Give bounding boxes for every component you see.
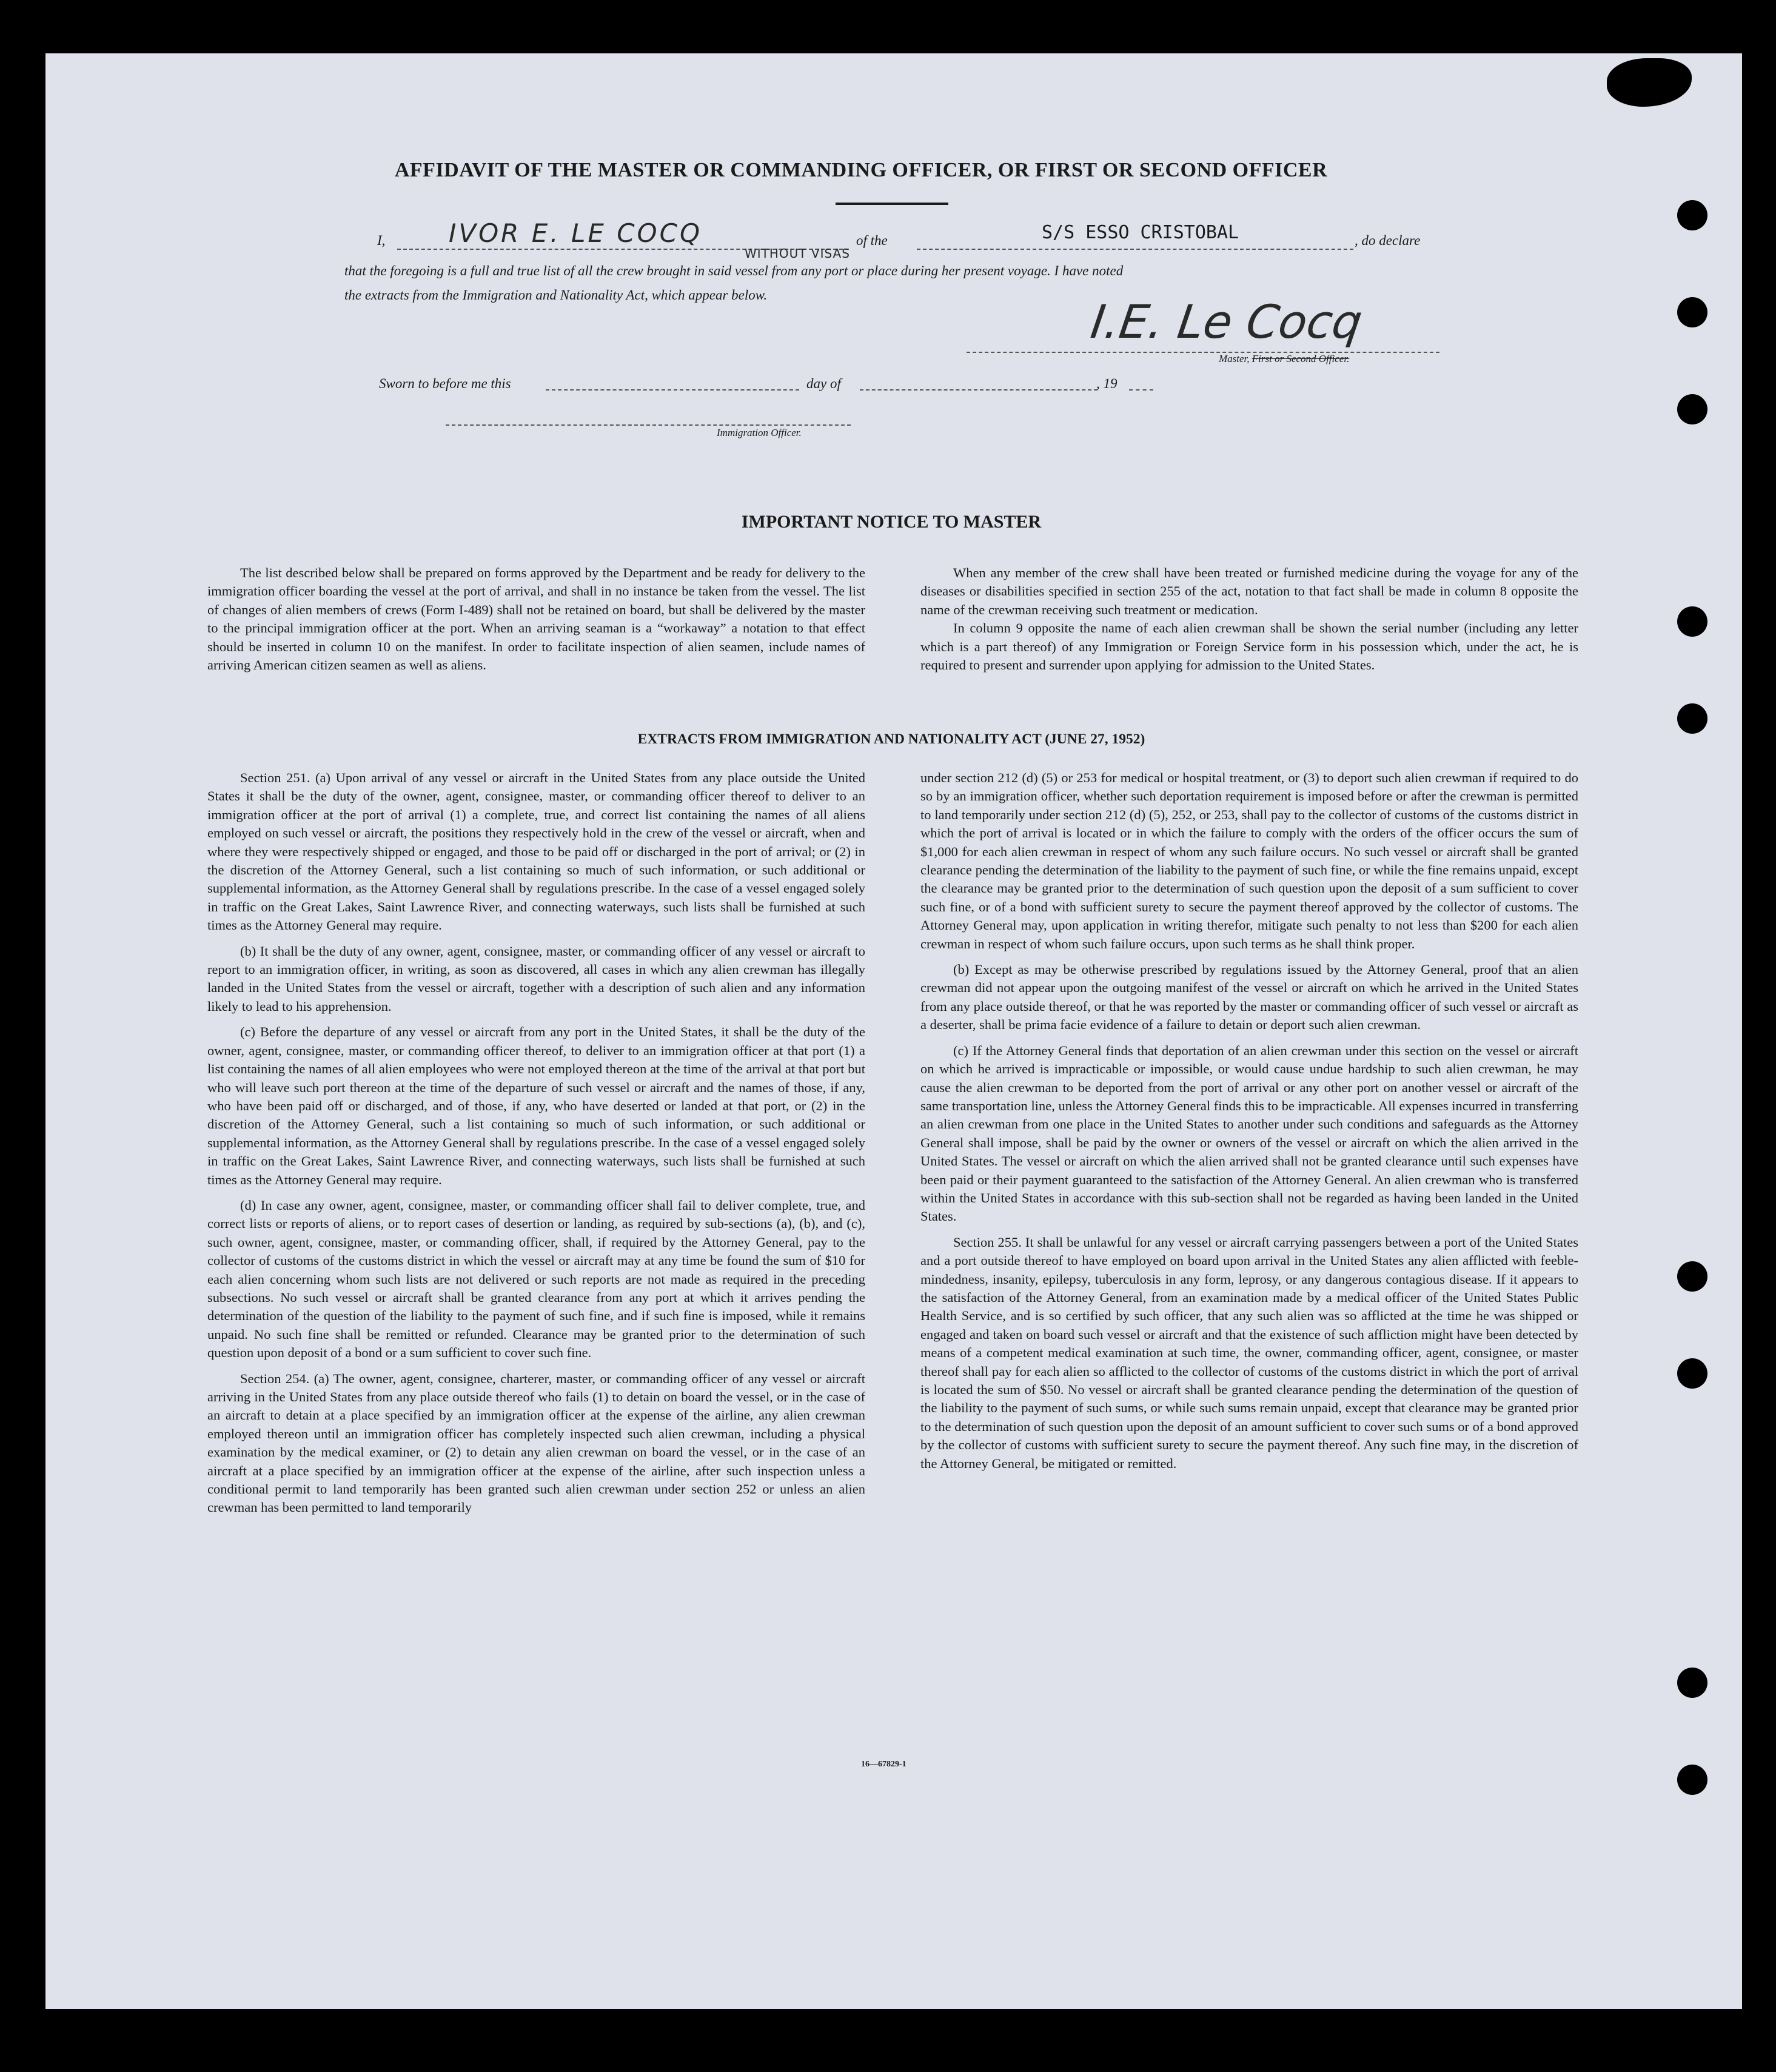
struck-officer-caption: First or Second Officer. <box>1252 353 1350 364</box>
extract-paragraph: (c) Before the departure of any vessel or aircraft from any port in the United States, it shall be the duty of the owner, agent, consignee, master, or commanding officer thereof, to deliver to an immigration officer at that port (1) a list containing the names of all alien employees who were not employed thereon at the time of the arrival at that port but who will leave such port thereon at the time of the departure of such vessel or aircraft and the names of those, if any, who have been paid off or discharged, and of those, if any, who have deserted or landed at that port, or (2) in the discretion of the Attorney General, such a list containing so much of such information, or such additional or supplemental information, as the Attorney General shall by regulations prescribe. In the case of a vessel engaged solely in traffic on the Great Lakes, Saint Lawrence River, and connecting waterways, such lists shall be furnished at such times as the Attorney General may require. <box>207 1024 865 1187</box>
extract-paragraph: under section 212 (d) (5) or 253 for medical or hospital treatment, or (3) to deport such alien crewman if required to do so by an immigration officer, whether such deportation requirement is imposed before or after the crewman is permitted to land temporarily under section 212 (d) (5), 252, or 253, shall pay to the collector of customs of the customs district in which the port of arrival is located or in which the failure to comply with the orders of the officer occurs the sum of $1,000 for each alien crewman in respect of whom any such failure occurs. No such vessel or aircraft shall be granted clearance pending the determination of the liability to the payment of such fine, or while the fine remains unpaid, except the clearance may be granted prior to the determination of such question upon the deposit of a sum sufficient to cover such fine, or of a bond with sufficient surety to secure the payment thereof approved by the collector of customs. The Attorney General may, upon application in writing therefor, mitigate such penalty to not less than $200 for each alien crewman in respect of whom such failure occurs, upon such terms as he shall think proper. <box>920 770 1578 951</box>
extract-paragraph: (d) In case any owner, agent, consignee, master, or commanding officer shall fail to deliver complete, true, and correct lists or reports of aliens, or to report cases of desertion or landing, as required by sub-sections (a), (b), and (c), such owner, agent, consignee, master, or commanding officer, shall, if required by the Attorney General, pay to the collector of customs of the customs district in which the vessel or aircraft may at any time be found the sum of $10 for each alien concerning whom such lists are not delivered or such reports are not made as required in the preceding subsections. No such vessel or aircraft shall be granted clearance from any port at which it arrives pending the determination of the question of the liability to the payment of such fine, and if such fine is imposed, while it remains unpaid. No such fine shall be remitted or refunded. Clearance may be granted prior to the determination of such question upon deposit of a bond or a sum sufficient to cover such fine. <box>207 1197 865 1361</box>
sworn-day-line <box>546 389 799 391</box>
master-caption: Master, <box>1219 353 1250 364</box>
master-name-handwritten: IVOR E. LE COCQ <box>449 218 703 248</box>
binder-hole <box>1677 606 1707 637</box>
binder-hole <box>1677 297 1707 327</box>
notice-title: IMPORTANT NOTICE TO MASTER <box>741 512 1042 532</box>
vessel-line <box>917 249 1353 250</box>
notice-right-paragraph-2: In column 9 opposite the name of each alien crewman shall be shown the serial number (including any letter which is a part thereof) of any Immigration or Foreign Service form in his possession which, under the act, he is required to present and surrender upon applying for admission to the United States. <box>920 620 1578 673</box>
year-line <box>1129 389 1153 391</box>
declaration-line-2: the extracts from the Immigration and Nationality Act, which appear below. <box>344 287 768 303</box>
extracts-right-column <box>920 769 1578 1473</box>
binder-hole <box>1677 394 1707 424</box>
vessel-name-stamp: S/S ESSO CRISTOBAL <box>1042 222 1239 243</box>
binder-hole <box>1677 1765 1707 1795</box>
immigration-officer-line <box>446 424 851 426</box>
title-rule <box>836 203 948 205</box>
notice-left-paragraph: The list described below shall be prepared on forms approved by the Department and be ready for delivery to the immigration officer boarding the vessel at the port of arrival, and shall in no instance be taken from the vessel. The list of changes of alien members of crews (Form I-489) shall not be retained on board, but shall be delivered by the master to the principal immigration officer at the port. When an arriving seaman is a “workaway” a notation to that effect should be inserted in column 10 on the manifest. In order to facilitate inspection of alien seamen, include names of arriving American citizen seamen as well as aliens. <box>207 565 865 673</box>
of-the-label: of the <box>856 233 888 248</box>
day-of-label: day of <box>806 376 841 391</box>
extract-paragraph: Section 254. (a) The owner, agent, consignee, charterer, master, or commanding officer of any vessel or aircraft arriving in the United States from any place outside thereof who fails (1) to detain on board the vessel, or in the case of an aircraft to detain at a place specified by an immigration officer at the expense of the airline, any alien crewman employed thereon until an immigration officer has completely inspected such alien crewman, including a physical examination by the medical examiner, or (2) to detain any alien crewman on board the vessel, or in the case of an aircraft at a place specified by an immigration officer at the expense of the airline, after such inspection unless a conditional permit to land temporarily has been granted such alien crewman under section 252 or unless an alien crewman has been permitted to land temporarily <box>207 1370 865 1515</box>
do-declare-label: , do declare <box>1355 233 1421 248</box>
signature-caption <box>1219 353 1349 365</box>
extracts-title: EXTRACTS FROM IMMIGRATION AND NATIONALITY ACT (JUNE 27, 1952) <box>637 731 1145 747</box>
i-label: I, <box>377 233 386 248</box>
notice-left-column <box>207 564 865 674</box>
extract-paragraph: (c) If the Attorney General finds that deportation of an alien crewman under this section on the vessel or aircraft on which he arrived is impracticable or impossible, or would cause undue hardship to such alien crewman, he may cause the alien crewman to be deported from the port of arrival or any other port on another vessel or aircraft of the same transportation line, unless the Attorney General finds this to be impracticable. All expenses incurred in transferring an alien crewman from one place in the United States to another under such conditions and safeguards as the Attorney General shall impose, shall be paid by the owner or owners of the vessel or aircraft on which the alien arrived in the United States. The vessel or aircraft on which the alien arrived shall not be granted clearance until such expenses have been paid or their payment guaranteed to the satisfaction of the Attorney General. An alien crewman who is transferred within the United States in accordance with this sub-section shall not be regarded as having been landed in the United States. <box>920 1042 1578 1224</box>
extract-paragraph: Section 251. (a) Upon arrival of any vessel or aircraft in the United States from any place outside the United States it shall be the duty of the owner, agent, consignee, master, or commanding officer thereof to deliver to an immigration officer at the port of arrival (1) a complete, true, and correct list containing the names of all aliens employed on such vessel or aircraft, the positions they respectively hold in the crew of the vessel or aircraft, when and where they were respectively shipped or engaged, and those to be paid off or discharged in the port of arrival; or (2) in the discretion of the Attorney General, such a list containing so much of such information, or such additional or supplemental information, as the Attorney General shall by regulations prescribe. In the case of a vessel engaged solely in traffic on the Great Lakes, Saint Lawrence River, and connecting waterways, such lists shall be furnished at such times as the Attorney General may require. <box>207 770 865 933</box>
binder-hole <box>1677 703 1707 734</box>
binder-hole <box>1677 1358 1707 1389</box>
immigration-officer-caption: Immigration Officer. <box>717 427 802 438</box>
extract-paragraph: Section 255. It shall be unlawful for any vessel or aircraft carrying passengers between a port of the United States and a port outside thereof to have employed on board upon arrival in the United States any alien afflicted with feeble-mindedness, insanity, epilepsy, tuberculosis in any form, leprosy, or any dangerous contagious disease. If it appears to the satisfaction of the Attorney General, from an examination made by a medical officer of the United States Public Health Service, and is so certified by such officer, that any such alien was so afflicted at the time he was shipped or engaged and taken on board such vessel or aircraft and that the existence of such affliction might have been detected by means of a competent medical examination at such time, the owner, commanding officer, agent, consignee, or master thereof shall pay for each alien so afflicted to the collector of customs of the customs district in which the port of arrival is located the sum of $50. No vessel or aircraft shall be granted clearance pending the determination of the question of the liability to the payment of such sums, or while such sums remain unpaid, except that clearance may be granted prior to the determination of such question upon the deposit of an amount sufficient to cover such sums or of a bond approved by the collector of customs with sufficient surety to secure the payment thereof. Any such fine may, in the discretion of the Attorney General, be mitigated or remitted. <box>920 1234 1578 1471</box>
signature-line <box>967 352 1439 353</box>
sworn-label: Sworn to before me this <box>379 376 511 391</box>
extracts-left-column <box>207 769 865 1517</box>
extract-paragraph: (b) It shall be the duty of any owner, agent, consignee, master, or commanding officer of any vessel or aircraft to report to an immigration officer, in writing, as soon as discovered, all cases in which any alien crewman has illegally landed in the United States from the vessel or aircraft, together with a description of such alien and any information likely to lead to his apprehension. <box>207 943 865 1014</box>
binder-hole <box>1677 1668 1707 1698</box>
extract-paragraph: (b) Except as may be otherwise prescribed by regulations issued by the Attorney General, proof that an alien crewman did not appear upon the outgoing manifest of the vessel or aircraft on which he arrived in the United States from any place outside thereof, or that he was reported by the master or commanding officer of such vessel or aircraft as a deserter, shall be prima facie evidence of a failure to detain or deport such alien crewman. <box>920 962 1578 1033</box>
notice-right-paragraph-1: When any member of the crew shall have been treated or furnished medicine during the voyage for any of the diseases or disabilities specified in section 255 of the act, notation to that fact shall be made in column 8 opposite the name of the crewman receiving such treatment or medication. <box>920 565 1578 617</box>
form-number: 16—67829-1 <box>861 1760 906 1769</box>
binder-hole <box>1677 200 1707 230</box>
year-label: , 19 <box>1096 376 1118 391</box>
binder-hole <box>1677 1261 1707 1292</box>
affidavit-title: AFFIDAVIT OF THE MASTER OR COMMANDING OFFICER, OR FIRST OR SECOND OFFICER <box>394 159 1328 181</box>
handwritten-insertion: WITHOUT VISAS <box>745 246 850 261</box>
declaration-line-1: that the foregoing is a full and true list of all the crew brought in said vessel from any port or place during her present voyage. I have noted <box>344 263 1124 278</box>
notice-right-column <box>920 564 1578 674</box>
master-signature: I.E. Le Cocq <box>1087 295 1366 349</box>
month-line <box>860 389 1097 391</box>
